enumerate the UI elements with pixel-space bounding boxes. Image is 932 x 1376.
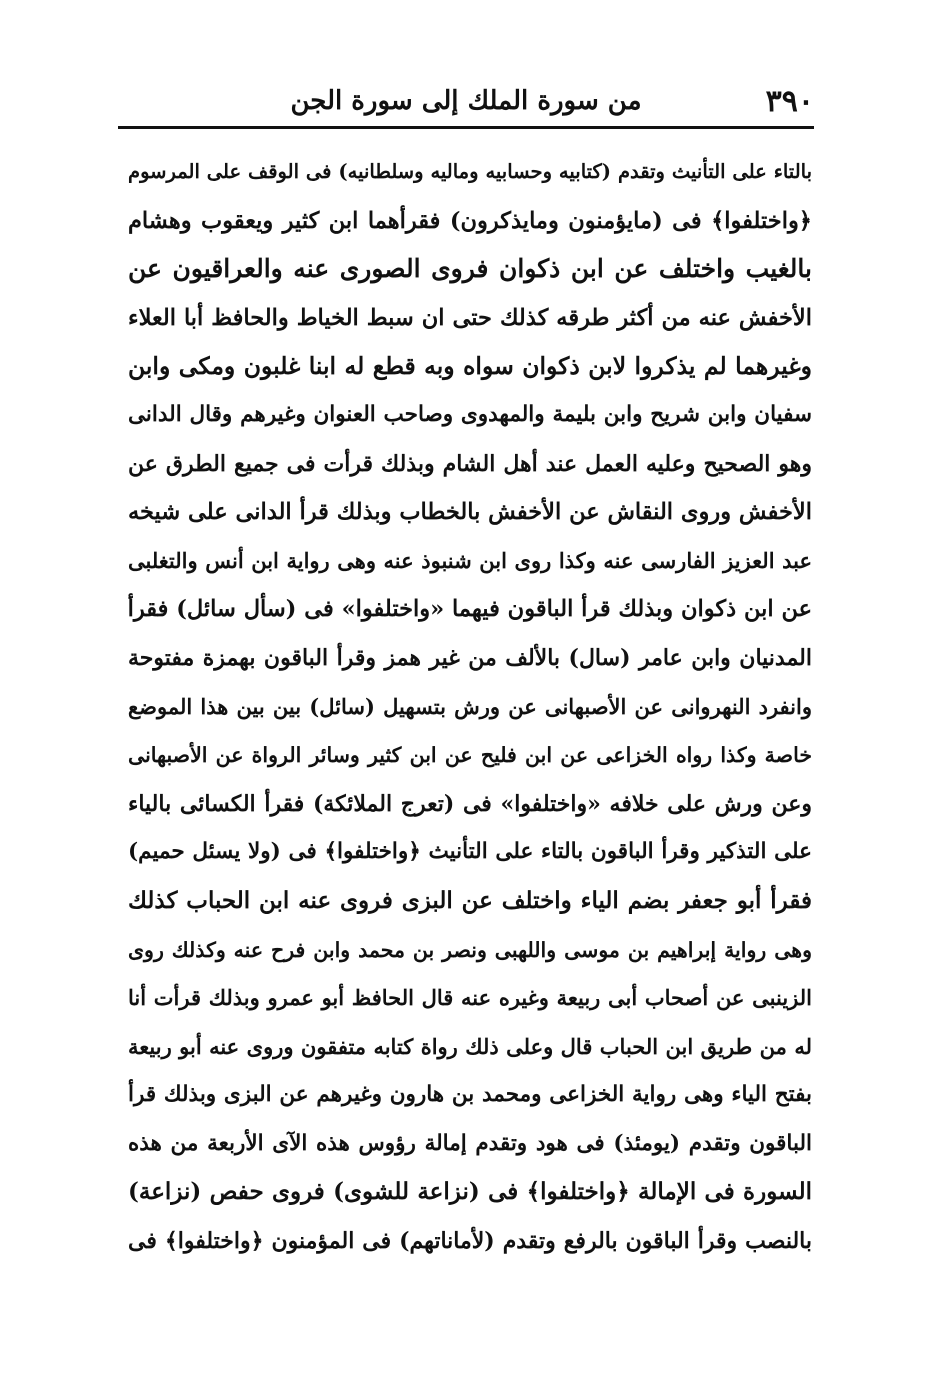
text-line: عن ابن ذكوان وبذلك قرأ الباقون فيهما «واختلفوا» فى (سأل سائل) فقرأ — [127, 596, 812, 623]
text-line: بالتاء على التأنيث وتقدم (كتابيه وحسابيه وماليه وسلطانيه) فى الوقف على المرسوم — [128, 160, 812, 183]
text-line: سفيان وابن شريح وابن بليمة والمهدوى وصاحب العنوان وغيرهم وقال الدانى — [128, 401, 812, 427]
text-line: ﴿واختلفوا﴾ فى (مايؤمنون ومايذكرون) فقرأهما ابن كثير ويعقوب وهشام — [128, 207, 812, 234]
header-rule — [118, 126, 814, 129]
text-line: الباقون وتقدم (يومئذ) فى هود وتقدم إمالة رؤوس هذه الآى الأربعة من هذه — [128, 1130, 812, 1156]
text-line: عبد العزيز الفارسى عنه وكذا روى ابن شنبوذ عنه وهى رواية ابن أنس والتغلبى — [128, 547, 812, 573]
text-line: بفتح الياء وهى رواية الخزاعى ومحمد بن هارون وغيرهم عن البزى وبذلك قرأ — [128, 1082, 812, 1108]
text-line: وهو الصحيح وعليه العمل عند أهل الشام وبذلك قرأت فى جميع الطرق عن — [128, 450, 812, 477]
text-line: له من طريق ابن الحباب قال وعلى ذلك رواة كتابه متفقون وروى عنه أبو ربيعة — [128, 1033, 812, 1059]
text-line: على التذكير وقرأ الباقون بالتاء على التأنيث ﴿واختلفوا﴾ فى (ولا يسئل حميم) — [128, 839, 812, 865]
text-line: خاصة وكذا رواه الخزاعى عن ابن فليح عن ابن كثير وسائر الرواة عن الأصبهانى — [128, 743, 812, 768]
page-number: ٣٩٠ — [765, 84, 814, 119]
text-line: بالغيب واختلف عن ابن ذكوان فروى الصورى عنه والعراقيون عن — [128, 254, 812, 284]
page-header — [118, 78, 814, 128]
text-line: السورة فى الإمالة ﴿واختلفوا﴾ فى (نزاعة للشوى) فروى حفص (نزاعة) — [128, 1178, 812, 1206]
text-line: وهى رواية إبراهيم بن موسى واللهبى ونصر بن محمد وابن فرح عنه وكذلك روى — [128, 937, 812, 962]
text-line: وعن ورش على خلافه «واختلفوا» فى (تعرج الملائكة) فقرأ الكسائى بالياء — [128, 790, 812, 817]
text-line: الزينبى عن أصحاب أبى ربيعة وغيره عنه قال الحافظ أبو عمرو وبذلك قرأت أنا — [128, 985, 812, 1011]
text-line: الأخفش عنه من أكثر طرقه كذلك حتى ان سبط الخياط والحافظ أبا العلاء — [128, 304, 812, 331]
text-line: فقرأ أبو جعفر بضم الياء واختلف عن البزى فروى عنه ابن الحباب كذلك — [128, 886, 812, 914]
text-line: الأخفش وروى النقاش عن الأخفش بالخطاب وبذلك قرأ الدانى على شيخه — [127, 499, 812, 526]
text-line: وغيرهما لم يذكروا لابن ذكوان سواه وبه قطع له ابنا غلبون ومكى وابن — [128, 352, 812, 381]
text-line: المدنيان وابن عامر (سال) بالألف من غير همز وقرأ الباقون بهمزة مفتوحة — [128, 644, 812, 671]
text-line: بالنصب وقرأ الباقون بالرفع وتقدم (لأماناتهم) فى المؤمنون ﴿واختلفوا﴾ فى — [128, 1228, 812, 1255]
text-line: وانفرد النهروانى عن الأصبهانى عن ورش بتسهيل (سائل) بين بين هذا الموضع — [128, 693, 812, 719]
body-text — [128, 148, 812, 1266]
running-title: من سورة الملك إلى سورة الجن — [290, 86, 642, 116]
